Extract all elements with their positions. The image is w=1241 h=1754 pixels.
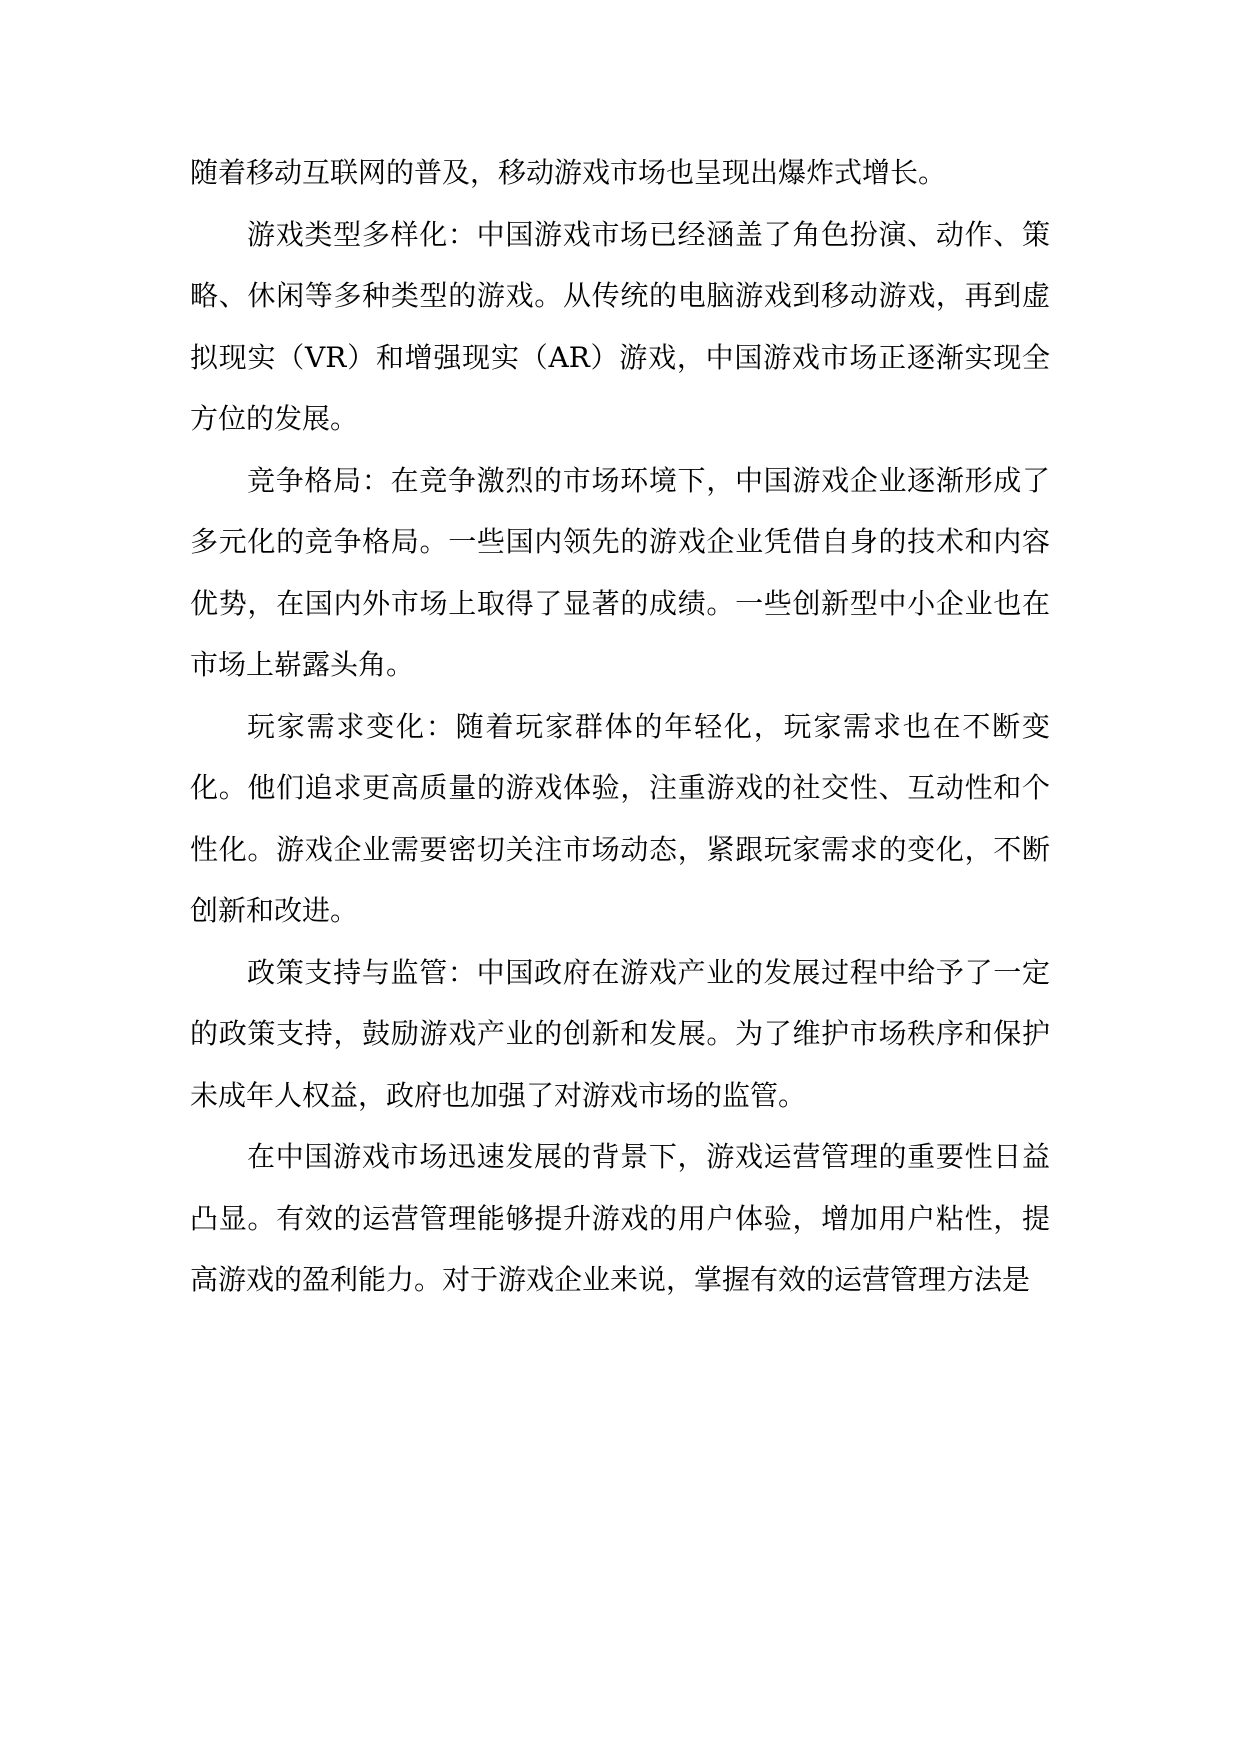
paragraph-continuation: 随着移动互联网的普及，移动游戏市场也呈现出爆炸式增长。 <box>190 156 947 189</box>
paragraph-player-demand: 玩家需求变化：随着玩家群体的年轻化，玩家需求也在不断变化。他们追求更高质量的游戏体验，注重游戏的社交性、互动性和个性化。游戏企业需要密切关注市场动态，紧跟玩家需求的变化，不断创新和改进。 <box>190 709 1050 927</box>
paragraph-operations: 在中国游戏市场迅速发展的背景下，游戏运营管理的重要性日益凸显。有效的运营管理能够提升游戏的用户体验，增加用户粘性，提高游戏的盈利能力。对于游戏企业来说，掌握有效的运营管理方法是 <box>190 1140 1050 1296</box>
paragraph-game-genres: 游戏类型多样化：中国游戏市场已经涵盖了角色扮演、动作、策略、休闲等多种类型的游戏。从传统的电脑游戏到移动游戏，再到虚拟现实（VR）和增强现实（AR）游戏，中国游戏市场正逐渐实现全方位的发展。 <box>190 217 1050 435</box>
paragraph-competition: 竞争格局：在竞争激烈的市场环境下，中国游戏企业逐渐形成了多元化的竞争格局。一些国内领先的游戏企业凭借自身的技术和内容优势，在国内外市场上取得了显著的成绩。一些创新型中小企业也在市场上崭露头角。 <box>190 463 1050 681</box>
paragraph-policy: 政策支持与监管：中国政府在游戏产业的发展过程中给予了一定的政策支持，鼓励游戏产业的创新和发展。为了维护市场秩序和保护未成年人权益，政府也加强了对游戏市场的监管。 <box>190 955 1050 1112</box>
body-text <box>190 142 1050 1311</box>
